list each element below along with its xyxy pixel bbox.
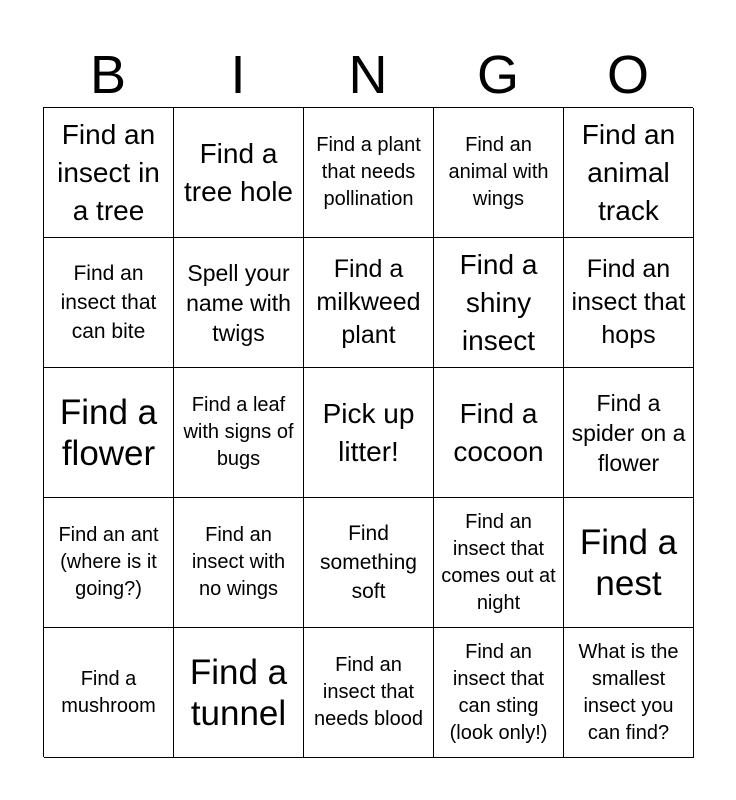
bingo-cell[interactable]	[564, 498, 694, 628]
cell-text: Find an insect in a tree	[57, 118, 160, 226]
bingo-cell[interactable]	[564, 108, 694, 238]
header-letter-g: G	[476, 45, 519, 105]
cell-text: Find an insect that can bite	[60, 262, 157, 343]
cell-text: Find a plant that needs pollination	[316, 134, 421, 210]
bingo-cell[interactable]	[434, 108, 564, 238]
bingo-cell[interactable]	[174, 368, 304, 498]
cell-text: Find something soft	[320, 522, 417, 603]
cell-text: Find an insect that can sting (look only!)	[449, 640, 548, 744]
cell-text: Pick up litter!	[322, 397, 415, 467]
cell-text: Find a nest	[579, 522, 678, 603]
cell-text: Find an animal with wings	[448, 134, 549, 210]
bingo-cell[interactable]	[174, 628, 304, 758]
cell-text: Spell your name with twigs	[186, 259, 291, 346]
bingo-header	[43, 45, 693, 105]
bingo-cell[interactable]	[434, 238, 564, 368]
header-letter-b: B	[89, 45, 127, 105]
cell-text: Find a tunnel	[189, 652, 288, 733]
bingo-cell[interactable]	[44, 108, 174, 238]
bingo-cell[interactable]	[564, 238, 694, 368]
cell-text: Find a spider on a flower	[571, 389, 686, 476]
bingo-cell[interactable]	[174, 238, 304, 368]
cell-text: Find a mushroom	[61, 667, 156, 717]
cell-text: Find an insect that comes out at night	[441, 510, 556, 614]
bingo-cell[interactable]	[564, 628, 694, 758]
cell-text: What is the smallest insect you can find?	[578, 640, 679, 744]
cell-text: Find a shiny insect	[459, 248, 538, 356]
cell-text: Find a tree hole	[184, 137, 293, 207]
bingo-cell[interactable]	[174, 498, 304, 628]
cell-text: Find an ant (where is it going?)	[58, 524, 159, 600]
header-letter-i: I	[230, 45, 246, 105]
cell-text: Find an insect that hops	[571, 255, 686, 349]
bingo-cell[interactable]	[304, 108, 434, 238]
cell-text: Find an insect that needs blood	[314, 654, 423, 730]
header-letter-o: O	[606, 45, 649, 105]
cell-text: Find a leaf with signs of bugs	[183, 394, 294, 470]
bingo-cell[interactable]	[174, 108, 304, 238]
bingo-cell[interactable]	[304, 238, 434, 368]
bingo-cell[interactable]	[304, 628, 434, 758]
bingo-cell[interactable]	[44, 238, 174, 368]
cell-text: Find an animal track	[581, 118, 676, 226]
bingo-cell[interactable]	[44, 368, 174, 498]
cell-text: Find a flower	[59, 392, 158, 473]
bingo-cell[interactable]	[434, 498, 564, 628]
cell-text: Find a cocoon	[453, 397, 544, 467]
bingo-cell[interactable]	[304, 368, 434, 498]
bingo-cell[interactable]	[304, 498, 434, 628]
bingo-cell[interactable]	[44, 498, 174, 628]
bingo-cell[interactable]	[434, 628, 564, 758]
cell-text: Find a milkweed plant	[316, 255, 421, 349]
bingo-cell[interactable]	[44, 628, 174, 758]
bingo-cell[interactable]	[564, 368, 694, 498]
header-letter-n: N	[348, 45, 388, 105]
bingo-cell[interactable]	[434, 368, 564, 498]
cell-text: Find an insect with no wings	[191, 524, 286, 600]
bingo-board	[43, 107, 693, 757]
